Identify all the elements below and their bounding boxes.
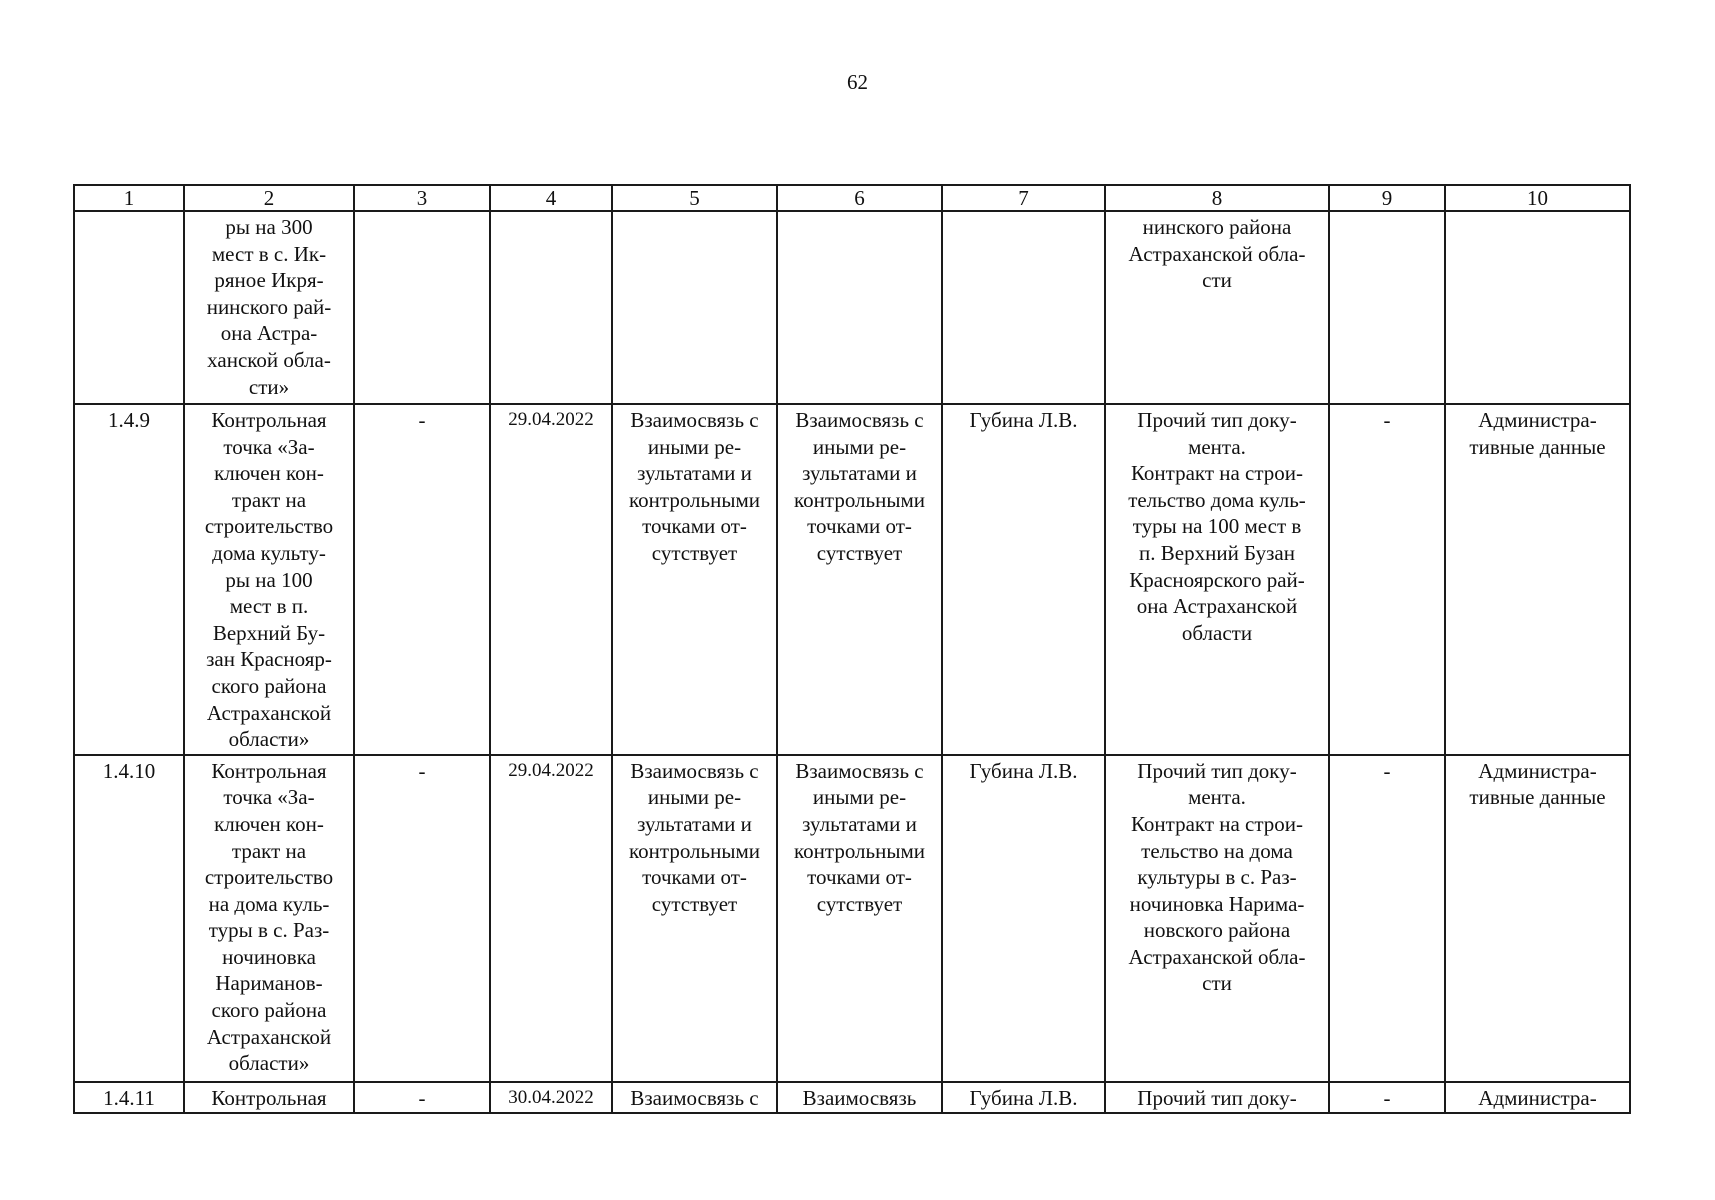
cell-date bbox=[490, 211, 612, 404]
cell-col6 bbox=[777, 211, 942, 404]
cell-document: Прочий тип доку- мента. Контракт на строи- тельство на дома культуры в с. Раз- ночиновка Нарима- новского района Астраханской обла- сти bbox=[1105, 755, 1329, 1082]
cell-document: Прочий тип доку- мента. Контракт на строи- тельство дома куль- туры на 100 мест в п. Верхний Бузан Красноярского рай- она Астраханской области bbox=[1105, 404, 1329, 755]
cell-source bbox=[1445, 211, 1630, 404]
cell-col5: Взаимосвязь с иными ре- зультатами и контрольными точками от- сутствует bbox=[612, 404, 777, 755]
document-table bbox=[73, 184, 1631, 1114]
column-header-3: 3 bbox=[354, 185, 490, 211]
cell-col3 bbox=[354, 211, 490, 404]
cell-col5 bbox=[612, 211, 777, 404]
cell-col9 bbox=[1329, 211, 1445, 404]
table-row-1-4-10 bbox=[74, 755, 1630, 1082]
cell-name: Контрольная точка «За- ключен кон- тракт на строительство дома культу- ры на 100 мест в п. Верхний Бу- зан Краснояр- ского района Астраханской области» bbox=[184, 404, 354, 755]
cell-name: ры на 300 мест в с. Ик- ряное Икря- нинского рай- она Астра- ханской обла- сти» bbox=[184, 211, 354, 404]
cell-number: 1.4.10 bbox=[74, 755, 184, 1082]
cell-col9: - bbox=[1329, 1082, 1445, 1114]
column-header-1: 1 bbox=[74, 185, 184, 211]
cell-source: Администра- тивные данные bbox=[1445, 755, 1630, 1082]
cell-responsible bbox=[942, 211, 1105, 404]
cell-source: Администра- тивные данные bbox=[1445, 404, 1630, 755]
cell-col3: - bbox=[354, 404, 490, 755]
column-header-9: 9 bbox=[1329, 185, 1445, 211]
cell-col5: Взаимосвязь с bbox=[612, 1082, 777, 1114]
cell-date: 29.04.2022 bbox=[490, 404, 612, 755]
cell-document: нинского района Астраханской обла- сти bbox=[1105, 211, 1329, 404]
column-header-6: 6 bbox=[777, 185, 942, 211]
table-row-continuation bbox=[74, 211, 1630, 404]
cell-name: Контрольная точка «За- ключен кон- тракт на строительство на дома куль- туры в с. Раз- ночиновка Нариманов- ского района Астраханской области» bbox=[184, 755, 354, 1082]
cell-date: 30.04.2022 bbox=[490, 1082, 612, 1114]
page-number: 62 bbox=[847, 70, 868, 94]
cell-number bbox=[74, 211, 184, 404]
cell-col3: - bbox=[354, 1082, 490, 1114]
cell-source: Администра- bbox=[1445, 1082, 1630, 1114]
cell-number: 1.4.11 bbox=[74, 1082, 184, 1114]
column-header-5: 5 bbox=[612, 185, 777, 211]
cell-responsible: Губина Л.В. bbox=[942, 404, 1105, 755]
cell-document: Прочий тип доку- bbox=[1105, 1082, 1329, 1114]
cell-col9: - bbox=[1329, 404, 1445, 755]
table-row-1-4-11 bbox=[74, 1082, 1630, 1114]
column-header-4: 4 bbox=[490, 185, 612, 211]
cell-col6: Взаимосвязь с иными ре- зультатами и контрольными точками от- сутствует bbox=[777, 755, 942, 1082]
cell-col6: Взаимосвязь с иными ре- зультатами и контрольными точками от- сутствует bbox=[777, 404, 942, 755]
column-header-2: 2 bbox=[184, 185, 354, 211]
column-header-7: 7 bbox=[942, 185, 1105, 211]
cell-col3: - bbox=[354, 755, 490, 1082]
cell-col5: Взаимосвязь с иными ре- зультатами и контрольными точками от- сутствует bbox=[612, 755, 777, 1082]
cell-responsible: Губина Л.В. bbox=[942, 1082, 1105, 1114]
cell-responsible: Губина Л.В. bbox=[942, 755, 1105, 1082]
cell-name: Контрольная bbox=[184, 1082, 354, 1114]
cell-date: 29.04.2022 bbox=[490, 755, 612, 1082]
cell-col9: - bbox=[1329, 755, 1445, 1082]
header-row bbox=[74, 185, 1630, 211]
cell-col6: Взаимосвязь bbox=[777, 1082, 942, 1114]
column-header-10: 10 bbox=[1445, 185, 1630, 211]
table-row-1-4-9 bbox=[74, 404, 1630, 755]
cell-number: 1.4.9 bbox=[74, 404, 184, 755]
column-header-8: 8 bbox=[1105, 185, 1329, 211]
